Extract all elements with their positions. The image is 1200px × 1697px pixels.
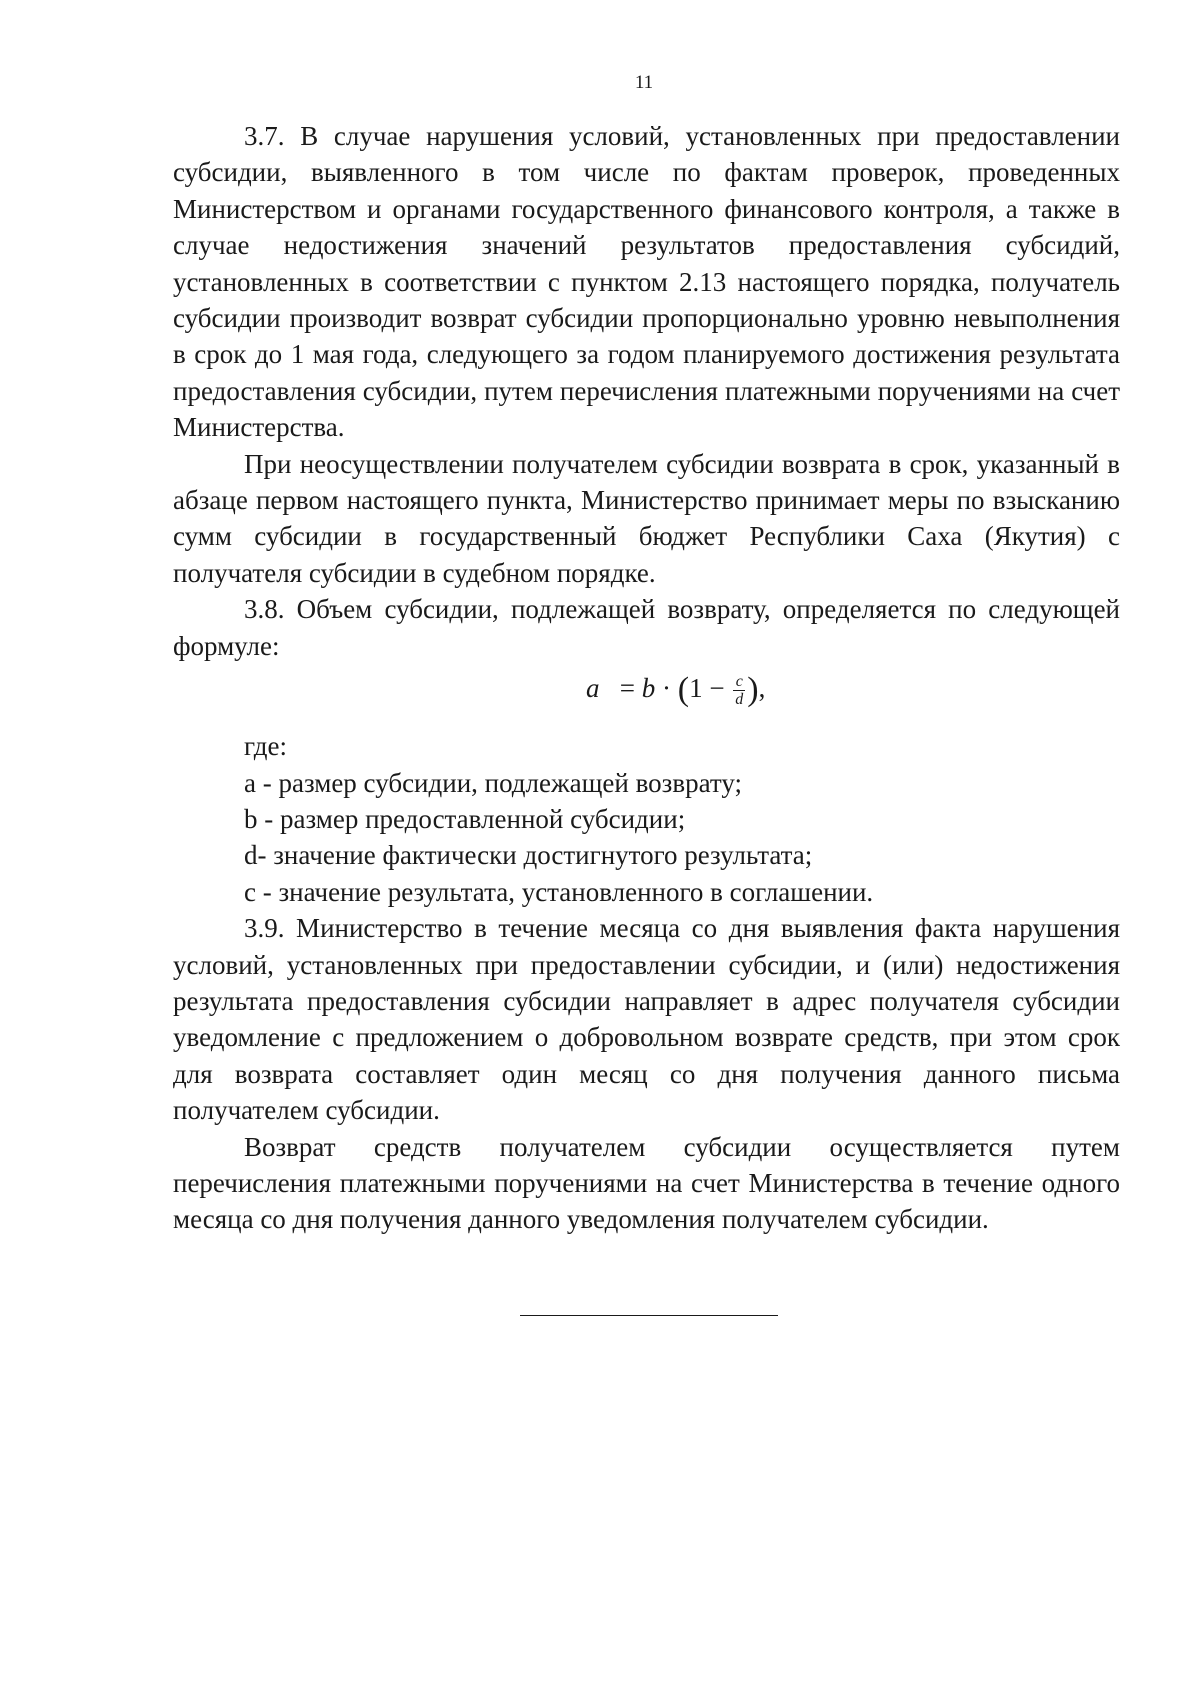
formula-equals: = (619, 673, 635, 704)
formula-dot: · (661, 673, 671, 704)
formula-denominator: d (735, 691, 744, 709)
formula-minus: − (709, 673, 725, 704)
paragraph-3-7: 3.7. В случае нарушения условий, установленных при предоставлении субсидии, выявленного в том числе по фактам проверок, проведенных Министерством и органами государственного финансового контроля, а также в случае недостижения значений результатов предоставления субсидий, установленных в соответствии с пунктом 2.13 настоящего порядка, получатель субсидии производит возврат субсидии пропорционально уровню невыполнения в срок до 1 мая года, следующего за годом планируемого достижения результата предоставления субсидии, путем перечисления платежными поручениями на счет Министерства. (173, 121, 1120, 443)
formula-one: 1 (689, 673, 703, 704)
paragraph-return-transfer: Возврат средств получателем субсидии осуществляется путем перечисления платежными поручениями на счет Министерства в течение одного месяца со дня получения данного уведомления получателем субсидии. (173, 1131, 1120, 1235)
definition-a: a - размер субсидии, подлежащей возврату; (244, 767, 742, 798)
definition-c: c - значение результата, установленного в соглашении. (244, 876, 874, 907)
page-number: 11 (634, 72, 654, 93)
formula-numerator: c (733, 673, 745, 691)
paragraph-3-8: 3.8. Объем субсидии, подлежащей возврату, определяется по следующей формуле: (173, 594, 1120, 661)
definition-d: d- значение фактически достигнутого результата; (244, 840, 813, 871)
formula-lhs: a (586, 673, 600, 704)
document-body (173, 118, 1120, 1238)
paragraph-non-return: При неосуществлении получателем субсидии возврата в срок, указанный в абзаце первом настоящего пункта, Министерство принимает меры по взысканию сумм субсидии в государственный бюджет Республики Саха (Якутия) с получателя субсидии в судебном порядке. (173, 448, 1120, 588)
formula-close-paren: ) (747, 671, 759, 709)
formula-fraction (733, 673, 745, 708)
formula-tail: , (758, 673, 766, 704)
definition-b: b - размер предоставленной субсидии; (244, 803, 686, 834)
formula-b: b (641, 673, 656, 704)
return-formula (173, 670, 1120, 728)
formula-open-paren: ( (677, 671, 690, 709)
end-of-document-rule (520, 1315, 778, 1316)
paragraph-3-9: 3.9. Министерство в течение месяца со дня выявления факта нарушения условий, установленных при предоставлении субсидии, и (или) недостижения результата предоставления субсидии направляет в адрес получателя субсидии уведомление с предложением о добровольном возврате средств, при этом срок для возврата составляет один месяц со дня получения данного письма получателем субсидии. (173, 913, 1120, 1126)
where-label: где: (244, 731, 287, 762)
